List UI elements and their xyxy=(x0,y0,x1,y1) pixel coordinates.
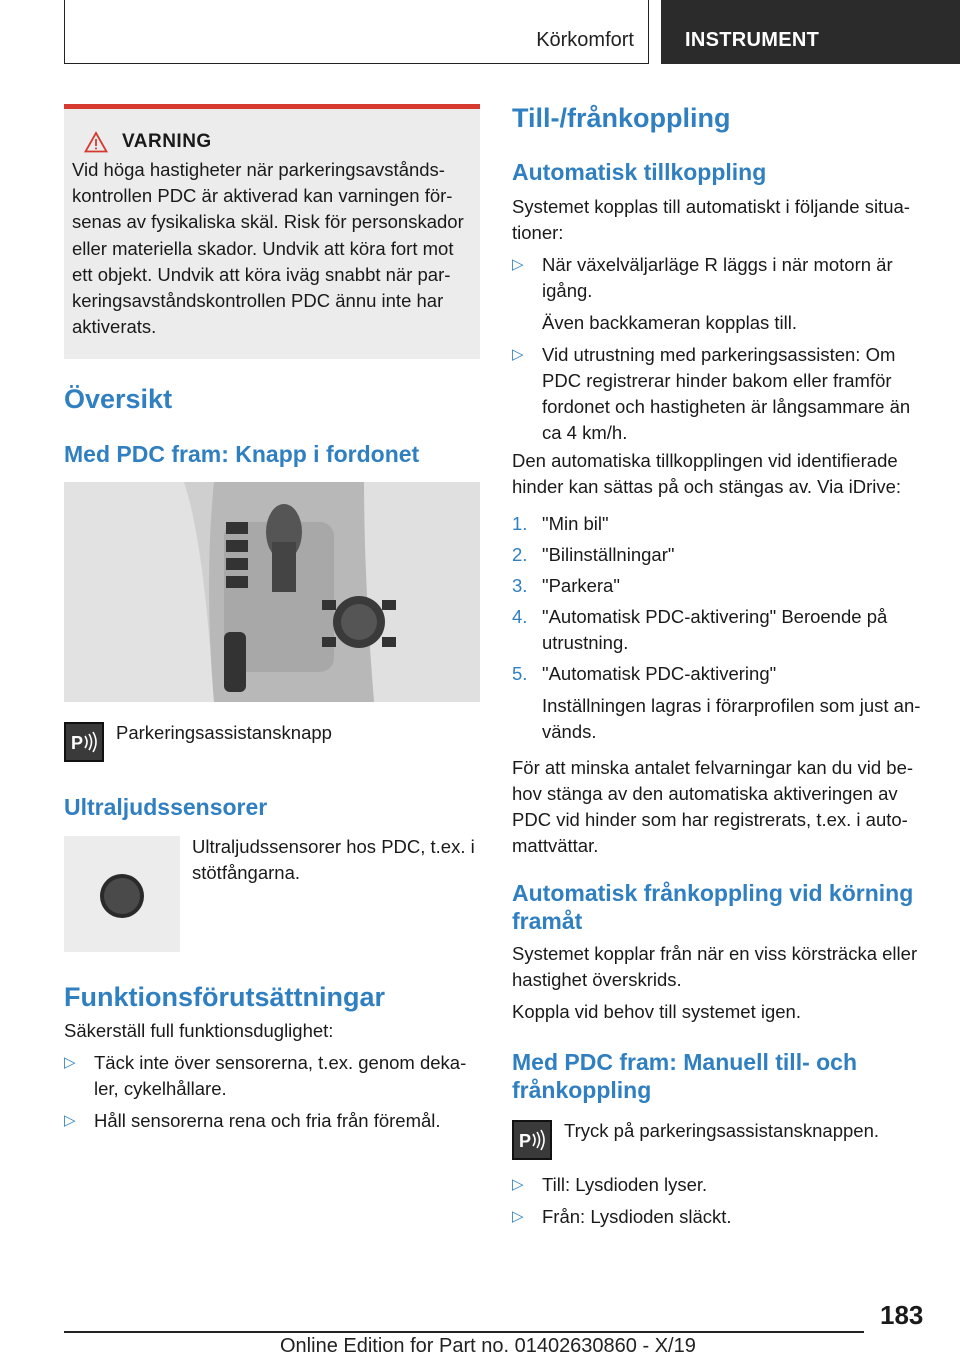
page-number: 183 xyxy=(880,1300,924,1330)
list-item: ▷ Täck inte över sensorerna, t.ex. genom deka-ler, cykelhållare. xyxy=(64,1052,467,1099)
till-fran-heading: Till-/frånkoppling xyxy=(512,103,731,133)
koppla-text: Koppla vid behov till systemet igen. xyxy=(512,1001,801,1022)
warning-text: Vid höga hastigheter när parkeringsavstånds-kontrollen PDC är aktiverad kan varningen för-senas av fysikaliska skäl. Risk för personskador eller materiella skador. Undvik att köra fort mot ett objekt. Undvik att köra iväg snabbt när par-keringsavståndskontrollen PDC ännu inte har aktiverats. xyxy=(72,159,464,338)
auto-till-list xyxy=(512,252,928,452)
parking-assist-icon xyxy=(64,722,104,762)
step-item: 5. "Automatisk PDC-aktivering" Inställningen lagras i förarprofilen som just an-vänds. xyxy=(512,663,921,742)
auto-fran-heading: Automatisk frånkoppling vid körning framåt xyxy=(512,880,914,934)
parking-assist-icon xyxy=(512,1120,552,1160)
idrive-steps xyxy=(512,511,928,750)
ultraljud-heading: Ultraljudssensorer xyxy=(64,794,268,820)
idrive-intro: Den automatiska tillkopplingen vid identifierade hinder kan sättas på och stängas av. Via iDrive: xyxy=(512,450,902,497)
auto-till-heading: Automatisk tillkoppling xyxy=(512,159,767,185)
svg-text:P: P xyxy=(71,733,84,753)
auto-fran-text: Systemet kopplar från när en viss körsträcka eller hastighet överskrids. xyxy=(512,943,918,990)
funktion-intro: Säkerställ full funktionsduglighet: xyxy=(64,1020,334,1041)
list-item: ▷ Till: Lysdioden lyser. xyxy=(512,1174,708,1195)
funktion-heading: Funktionsförutsättningar xyxy=(64,982,385,1012)
led-list xyxy=(512,1172,928,1236)
step-item: 4. "Automatisk PDC-aktivering" Beroende på utrustning. xyxy=(512,606,888,653)
step-item: 1. "Min bil" xyxy=(512,513,609,534)
header-section-tab xyxy=(64,0,649,64)
tryck-text: Tryck på parkeringsassistansknappen. xyxy=(564,1120,879,1141)
svg-text:P: P xyxy=(519,1131,532,1151)
pdc-fram-heading: Med PDC fram: Knapp i fordonet xyxy=(64,441,420,467)
list-item: ▷ Vid utrustning med parkeringsassisten: Om PDC registrerar hinder bakom eller framför fordonet och hastigheten är långsammare än ca 4 km/h. xyxy=(512,344,911,443)
center-console-image xyxy=(64,482,480,702)
step-item: 2. "Bilinställningar" xyxy=(512,544,675,565)
warning-box xyxy=(64,104,480,359)
minska-text: För att minska antalet felvarningar kan du vid be-hov stänga av den automatiska aktiveringen av PDC vid hinder som har registrerats, t.ex. i auto-mattvättar. xyxy=(512,757,914,856)
list-item: ▷ När växelväljarläge R läggs i när motorn är igång. Även backkameran kopplas till. xyxy=(512,254,893,333)
step-item: 3. "Parkera" xyxy=(512,575,620,596)
header-section-label: Körkomfort xyxy=(536,29,634,51)
oversikt-heading: Översikt xyxy=(64,384,173,414)
warning-triangle-icon xyxy=(84,131,108,153)
footer-divider xyxy=(64,1331,864,1333)
footer-edition: Online Edition for Part no. 01402630860 - X/19 xyxy=(280,1335,696,1357)
ultraljud-text: Ultraljudssensorer hos PDC, t.ex. i stötfångarna. xyxy=(192,836,475,883)
list-item: ▷ Håll sensorerna rena och fria från föremål. xyxy=(64,1110,441,1131)
header-chapter-label: INSTRUMENT xyxy=(685,29,820,51)
auto-till-intro: Systemet kopplas till automatiskt i följande situa-tioner: xyxy=(512,196,910,243)
funktion-list xyxy=(64,1050,480,1140)
button-caption: Parkeringsassistansknapp xyxy=(116,722,332,743)
header-chapter-tab xyxy=(661,0,960,64)
list-item: ▷ Från: Lysdioden släckt. xyxy=(512,1206,732,1227)
ultrasonic-sensor-image xyxy=(64,836,180,952)
warning-title: VARNING xyxy=(122,131,212,152)
manuell-heading: Med PDC fram: Manuell till- och frånkoppling xyxy=(512,1049,858,1103)
